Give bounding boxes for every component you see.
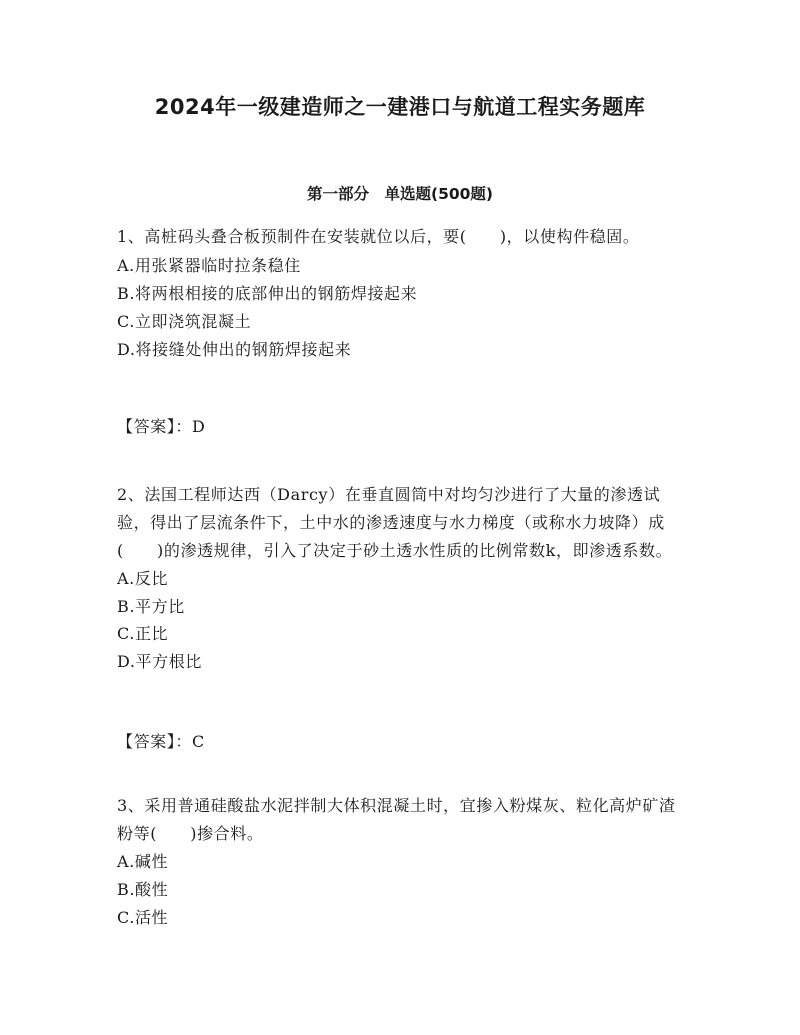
question-2 — [117, 481, 687, 675]
option-a: A.碱性 — [117, 852, 169, 871]
answer-2: 【答案】：C — [117, 732, 205, 751]
question-stem: 1、高桩码头叠合板预制件在安装就位以后，要( )，以使构件稳固。 — [117, 227, 640, 246]
question-stem: 2、法国工程师达西（Darcy）在垂直圆筒中对均匀沙进行了大量的渗透试验，得出了层流条件下，土中水的渗透速度与水力梯度（或称水力坡降）成( )的渗透规律，引入了决定于砂土透水性质的比例常数k，即渗透系数。 — [117, 485, 673, 560]
option-b: B.酸性 — [117, 880, 169, 899]
question-3 — [117, 792, 687, 932]
option-a: A.用张紧器临时拉条稳住 — [117, 256, 301, 275]
section-title: 第一部分 单选题(500题) — [306, 185, 494, 203]
answer-1: 【答案】：D — [117, 417, 206, 436]
page-title: 2024年一级建造师之一建港口与航道工程实务题库 — [154, 95, 646, 119]
option-b: B.平方比 — [117, 596, 185, 616]
option-c: C.立即浇筑混凝土 — [117, 312, 252, 331]
option-c: C.正比 — [117, 624, 169, 643]
option-c: C.活性 — [117, 908, 169, 927]
option-d: D.将接缝处伸出的钢筋焊接起来 — [117, 340, 352, 359]
question-stem: 3、采用普通硅酸盐水泥拌制大体积混凝土时，宜掺入粉煤灰、粒化高炉矿渣粉等( )掺合料。 — [117, 796, 676, 843]
option-d: D.平方根比 — [117, 651, 202, 671]
question-1 — [117, 222, 687, 364]
option-a: A.反比 — [117, 569, 169, 588]
option-b: B.将两根相接的底部伸出的钢筋焊接起来 — [117, 284, 418, 303]
